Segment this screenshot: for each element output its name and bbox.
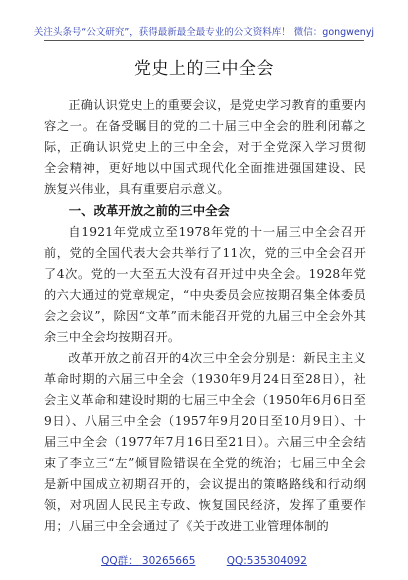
intro-paragraph: 正确认识党史上的重要会议，是党史学习教育的重要内容之一。在备受瞩目的党的二十届三中全会的胜利闭幕之际，正确认识党史上的三中全会，对于全党深入学习贯彻全会精神，更好地以中国式现代化全面推进强国建设、民族复兴伟业，具有重要启示意义。 (44, 98, 366, 196)
section-paragraph-1: 自1921年党成立至1978年党的十一届三中全会召开前，党的全国代表大会共举行了11次，党的三中全会召开了4次。党的一大至五大没有召开过中央全会。1928年党的六大通过的党章规定，“中央委员会应按期召集全体委员会之会议”，除因“文革”而未能召开党的九届三中全会外其余三中全会均按期召开。 (44, 225, 366, 344)
footer-qq: QQ:535304092 (226, 555, 307, 567)
footer-qq-group: QQ群： 30265665 (101, 555, 196, 567)
page-header (0, 0, 408, 56)
document-body (44, 95, 366, 537)
section-paragraph-2: 改革开放之前召开的4次三中全会分别是：新民主主义革命时期的六届三中全会（1930年9月24日至28日），社会主义革命和建设时期的七届三中全会（1950年6月6日至9日）、八届三中全会（1957年9月20日至10月9日）、十届三中全会（1977年7月16日至21日）。六届三中全会结束了李立三“左”倾冒险错误在全党的统治；七届三中全会是新中国成立初期召开的，会议提出的策略路线和行动纲领，对巩固人民民主专政、恢复国民经济，发挥了重要作用；八届三中全会通过了《关于改进工业管理体制的 (44, 351, 366, 533)
header-divider (44, 40, 364, 41)
document-title: 党史上的三中全会 (134, 59, 274, 79)
page-footer (0, 553, 408, 573)
section-heading: 一、改革开放之前的三中全会 (68, 203, 230, 218)
header-notice: 关注头条号“公文研究”，获得最新最全最专业的公文资料库！ 微信：gongwenyj (33, 27, 375, 38)
